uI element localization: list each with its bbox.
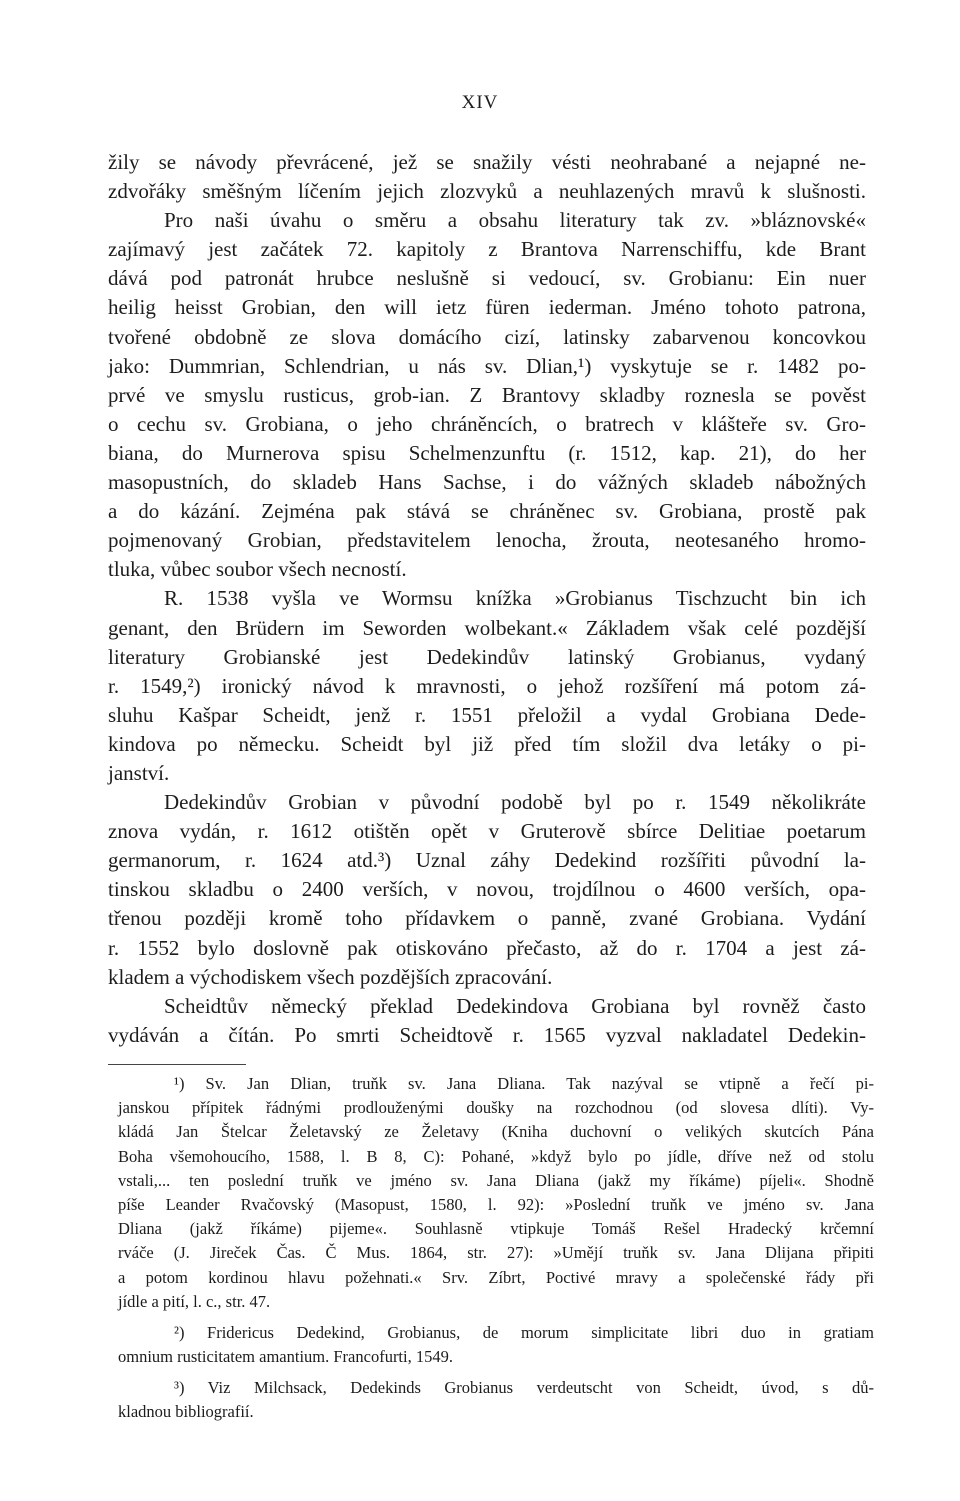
footnote-gap: [118, 1369, 874, 1376]
text-line: dává pod patronát hrubce neslušně si vedoucí, sv. Grobianu: Ein nuer: [108, 266, 866, 291]
text-line: zdvořáky směšným líčením jejich zlozvyků a neuhlazených mravů k slušnosti.: [108, 179, 866, 204]
text-line: masopustních, do skladeb Hans Sachse, i do vážných skladeb nábožných: [108, 470, 866, 495]
footnote-line: rváče (J. Jireček Čas. Č Mus. 1864, str. 27): »Umějí truňk sv. Jana Dlijana připiti: [118, 1243, 874, 1263]
text-line: tvořené obdobně ze slova domácího cizí, latinsky zabarvenou koncovkou: [108, 324, 866, 349]
text-line: tluka, vůbec soubor všech necností.: [108, 557, 407, 582]
text-line: vydáván a čítán. Po smrti Scheidtově r. 1565 vyzval nakladatel Dedekin-: [108, 1022, 866, 1047]
text-line: a do kázání. Zejména pak stává se chráněnec sv. Grobiana, prostě pak: [108, 499, 866, 524]
text-line: prvé ve smyslu rusticus, grob-ian. Z Brantovy skladby roznesla se pověst: [108, 382, 866, 407]
text-line: R. 1538 vyšla ve Wormsu knížka »Grobianus Tischzucht bin ich: [164, 586, 866, 611]
text-line: tinskou skladbu o 2400 verších, v novou, trojdílnou o 4600 verších, opa-: [108, 877, 866, 902]
footnote-line: vstali,... ten poslední truňk ve jméno sv. Jana Dliana (jakž my říkáme) píjeli«. Shodně: [118, 1170, 874, 1190]
text-line: r. 1552 bylo doslovně pak otiskováno přečasto, až do r. 1704 a jest zá-: [108, 935, 866, 960]
text-line: kindova po německu. Scheidt byl již před tím složil dva letáky o pi-: [108, 731, 866, 756]
text-line: janství.: [108, 760, 170, 785]
footnotes: [118, 1072, 874, 1425]
footnote-line: ¹) Sv. Jan Dlian, truňk sv. Jana Dliana. Tak nazýval se vtipně a řečí pi-: [174, 1074, 874, 1093]
text-line: třenou později kromě toho přídavkem o panně, zvané Grobiana. Vydání: [108, 906, 866, 931]
text-line: genant, den Brüdern im Seworden wolbekant.« Základem však celé pozdější: [108, 615, 866, 640]
footnote-line: kládá Jan Štelcar Želetavský ze Želetavy (Kniha duchovní o velikých skutcích Pána: [118, 1122, 874, 1142]
footnote-line: omnium rusticitatem amantium. Francofurti, 1549.: [118, 1347, 453, 1367]
text-line: kladem a východiskem všech pozdějších zpracování.: [108, 964, 553, 989]
footnote-line: ²) Fridericus Dedekind, Grobianus, de morum simplicitate libri duo in gratiam: [174, 1322, 874, 1342]
text-line: zajímavý jest začátek 72. kapitoly z Brantova Narrenschiffu, kde Brant: [108, 237, 866, 262]
text-line: pojmenovaný Grobian, představitelem lenocha, žrouta, neotesaného hromo-: [108, 528, 866, 553]
text-line: žily se návody převrácené, jež se snažily vésti neohrabané a nejapné ne-: [108, 150, 866, 174]
text-line: literatury Grobianské jest Dedekindův latinský Grobianus, vydaný: [108, 644, 866, 669]
text-line: Scheidtův německý překlad Dedekindova Grobiana byl rovněž často: [164, 993, 866, 1018]
text-line: heilig heisst Grobian, den will ietz füren iederman. Jméno tohoto patrona,: [108, 295, 866, 320]
text-line: r. 1549,²) ironický návod k mravnosti, o jehož rozšíření má potom zá-: [108, 673, 866, 698]
text-line: biana, do Murnerova spisu Schelmenzunftu (r. 1512, kap. 21), do her: [108, 440, 866, 465]
footnote-line: Boha všemohoucího, 1588, l. B 8, C): Pohané, »když bylo po jídle, dříve než od stolu: [118, 1146, 874, 1166]
text-line: znova vydán, r. 1612 otištěn opět v Gruterově sbírce Delitiae poetarum: [108, 819, 866, 844]
body-text: [108, 148, 866, 1050]
footnote-line: ³) Viz Milchsack, Dedekinds Grobianus verdeutscht von Scheidt, úvod, s dů-: [174, 1378, 874, 1398]
footnote-line: jídle a pití, l. c., str. 47.: [118, 1291, 271, 1311]
footnote-line: Dliana (jakž říkáme) pijeme«. Souhlasně vtipkuje Tomáš Rešel Hradecký krčemní: [118, 1219, 874, 1239]
footnote: [118, 1376, 874, 1424]
footnote-line: a potom kordinou hlavu požehnati.« Srv. Zíbrt, Poctivé mravy a společenské řády při: [118, 1267, 874, 1287]
page-number: XIV: [461, 92, 499, 113]
footnote-line: kladnou bibliografií.: [118, 1402, 254, 1422]
text-line: o cechu sv. Grobiana, o jeho chráněncích, o bratrech v klášteře sv. Gro-: [108, 411, 866, 436]
text-line: Dedekindův Grobian v původní podobě byl po r. 1549 několikráte: [164, 790, 866, 815]
footnote-line: janskou přípitek řádnými prodlouženými doušky na rozchodnou (od slovesa dlíti). Vy-: [118, 1098, 874, 1118]
footnote: [118, 1072, 874, 1314]
footnote-gap: [118, 1314, 874, 1321]
text-line: sluhu Kašpar Scheidt, jenž r. 1551 přeložil a vydal Grobiana Dede-: [108, 702, 866, 727]
text-line: Pro naši úvahu o směru a obsahu literatury tak zv. »bláznovské«: [164, 208, 866, 233]
text-line: germanorum, r. 1624 atd.³) Uznal záhy Dedekind rozšířiti původní la-: [108, 848, 866, 873]
footnote: [118, 1321, 874, 1369]
footnote-line: píše Leander Rvačovský (Masopust, 1580, l. 92): »Poslední truňk ve jméno sv. Jana: [118, 1194, 874, 1214]
footnote-divider: [108, 1064, 246, 1065]
text-line: jako: Dummrian, Schlendrian, u nás sv. Dlian,¹) vyskytuje se r. 1482 po-: [108, 353, 866, 378]
